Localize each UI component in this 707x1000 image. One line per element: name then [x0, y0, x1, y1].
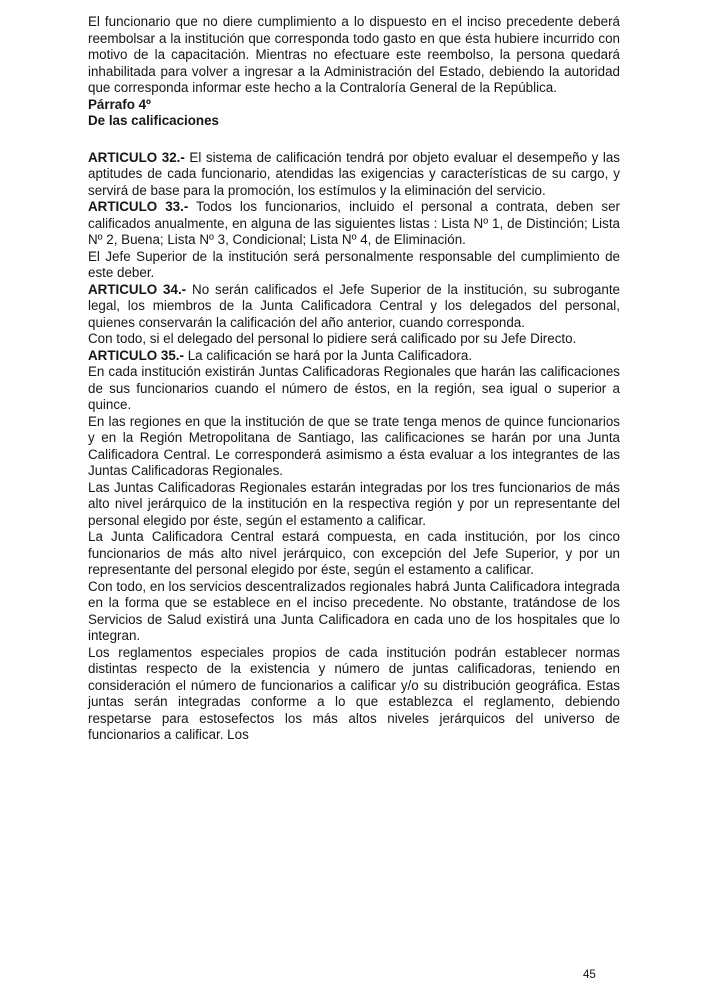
intro-paragraph: El funcionario que no diere cumplimiento a lo dispuesto en el inciso precedente deberá reembolsar a la institución que corresponda todo gasto en que ésta hubiere incurrido con motivo de la capacitación. Mientras no efectuare este reembolso, la persona quedará inhabilitada para volver a ingresar a la Administración del Estado, debiendo la autoridad que corresponda informar este hecho a la Contraloría General de la República.	[88, 14, 620, 95]
text-column	[88, 14, 620, 744]
article-33	[88, 199, 620, 249]
article-35-paragraph-7: Los reglamentos especiales propios de cada institución podrán establecer normas distintas respecto de la existencia y número de juntas calificadoras, teniendo en consideración el número de funcionarios a calificar y/o su distribución geográfica. Estas juntas serán integradas conforme a lo que establezca el reglamento, debiendo respetarse para estosefectos los más altos niveles jerárquicos del universo de funcionarios a calificar. Los	[88, 644, 620, 742]
article-34-label: ARTICULO 34.-	[88, 281, 187, 297]
article-34-text: No serán calificados el Jefe Superior de la institución, su subrogante legal, los miembros de la Junta Calificadora Central y los delegados del personal, quienes conservarán la calificación del año anterior, cuando corresponda.	[88, 281, 620, 330]
article-32-text: El sistema de calificación tendrá por objeto evaluar el desempeño y las aptitudes de cada funcionario, atendidas las exigencias y características de su cargo, y servirá de base para la promoción, los estímulos y la eliminación del servicio.	[88, 149, 620, 198]
article-35-paragraph-6: Con todo, en los servicios descentralizados regionales habrá Junta Calificadora integrada en la forma que se establece en el inciso precedente. No obstante, tratándose de los Servicios de Salud existirá una Junta Calificadora en cada uno de los hospitales que lo integran.	[88, 578, 620, 643]
article-35-paragraph-3: En las regiones en que la institución de que se trate tenga menos de quince funcionarios y en la Región Metropolitana de Santiago, las calificaciones se harán por una Junta Calificadora Central. Le corresponderá asimismo a ésta evaluar a los integrantes de las Juntas Calificadoras Regionales.	[88, 413, 620, 478]
spacer	[88, 130, 620, 150]
section-subheading: De las calificaciones	[88, 113, 220, 128]
article-32-label: ARTICULO 32.-	[88, 149, 185, 165]
article-34-paragraph-2: Con todo, si el delegado del personal lo pidiere será calificado por su Jefe Directo.	[88, 331, 577, 346]
article-35-paragraph-4: Las Juntas Calificadoras Regionales estarán integradas por los tres funcionarios de más alto nivel jerárquico de la institución en la respectiva región y por un representante del personal elegido por éste, según el estamento a calificar.	[88, 479, 620, 528]
article-35-text: La calificación se hará por la Junta Calificadora.	[183, 347, 473, 363]
article-35-label: ARTICULO 35.-	[88, 347, 184, 363]
section-heading: Párrafo 4º	[88, 96, 151, 112]
article-34	[88, 282, 620, 332]
article-35	[88, 348, 620, 365]
article-35-paragraph-5: La Junta Calificadora Central estará compuesta, en cada institución, por los cinco funcionarios de más alto nivel jerárquico, con excepción del Jefe Superior, y por un representante del personal elegido por éste, según el estamento a calificar.	[88, 529, 620, 577]
article-35-paragraph-2: En cada institución existirán Juntas Calificadoras Regionales que harán las calificaciones de sus funcionarios cuando el número de éstos, en la región, sea igual o superior a quince.	[88, 364, 620, 412]
page-number: 45	[583, 969, 596, 981]
article-33-text: Todos los funcionarios, incluido el personal a contrata, deben ser calificados anualmente, en alguna de las siguientes listas : Lista Nº 1, de Distinción; Lista Nº 2, Buena; Lista Nº 3, Condicional; Lista Nº 4, de Eliminación.	[88, 199, 620, 247]
article-32	[88, 150, 620, 200]
article-33-label: ARTICULO 33.-	[88, 199, 189, 214]
article-33-paragraph-2: El Jefe Superior de la institución será personalmente responsable del cumplimiento de este deber.	[88, 248, 620, 280]
